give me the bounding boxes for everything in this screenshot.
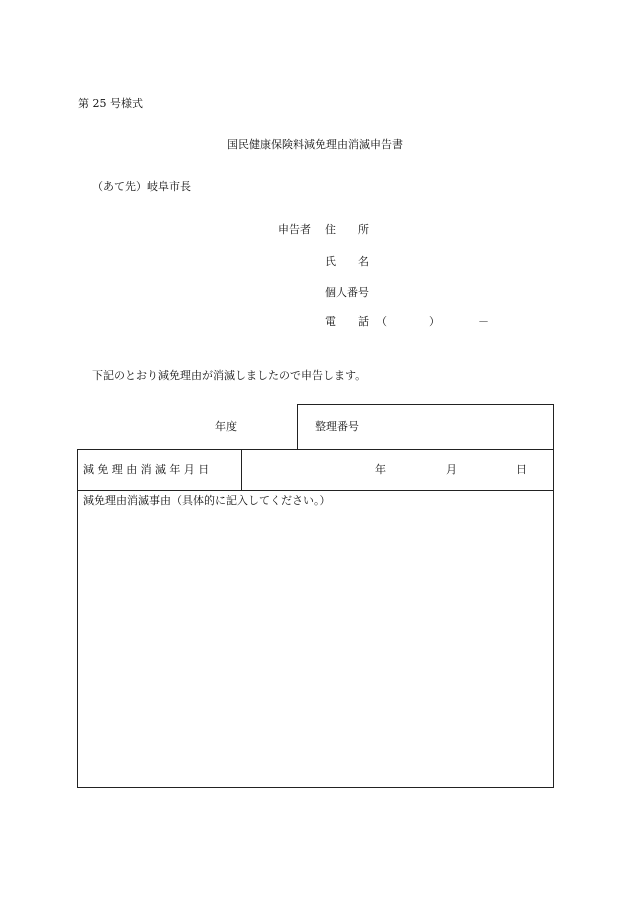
table-divider-date xyxy=(241,449,242,490)
address-label: 住 所 xyxy=(325,223,369,236)
table-divider-ref xyxy=(297,404,298,449)
table-border-bottom xyxy=(77,787,554,788)
form-number: 第 25 号様式 xyxy=(78,97,143,110)
reason-label: 減免理由消滅事由（具体的に記入してください。） xyxy=(83,494,331,507)
extinction-date-label: 減免理由消滅年月日 xyxy=(83,463,213,476)
fiscal-year-label: 年度 xyxy=(215,420,237,433)
reference-number-label: 整理番号 xyxy=(315,420,359,433)
addressee: （あて先）岐阜市長 xyxy=(92,180,191,193)
date-day-unit: 日 xyxy=(516,463,527,476)
date-year-unit: 年 xyxy=(375,463,386,476)
name-label: 氏 名 xyxy=(325,255,369,268)
phone-dash: － xyxy=(478,315,489,328)
table-border-right xyxy=(553,404,554,788)
table-border-left xyxy=(77,449,78,788)
phone-close-paren: ） xyxy=(429,315,440,328)
table-border-top xyxy=(297,404,554,405)
phone-open-paren: （ xyxy=(376,315,387,328)
table-rule-1 xyxy=(77,449,554,450)
declarant-label: 申告者 xyxy=(278,223,311,236)
date-month-unit: 月 xyxy=(446,463,457,476)
mynumber-label: 個人番号 xyxy=(325,286,369,299)
form-table xyxy=(77,404,554,788)
phone-label: 電 話 xyxy=(325,315,369,328)
table-rule-2 xyxy=(77,490,554,491)
statement-text: 下記のとおり減免理由が消滅しましたので申告します。 xyxy=(92,369,367,382)
document-title: 国民健康保険料減免理由消滅申告書 xyxy=(227,138,403,151)
